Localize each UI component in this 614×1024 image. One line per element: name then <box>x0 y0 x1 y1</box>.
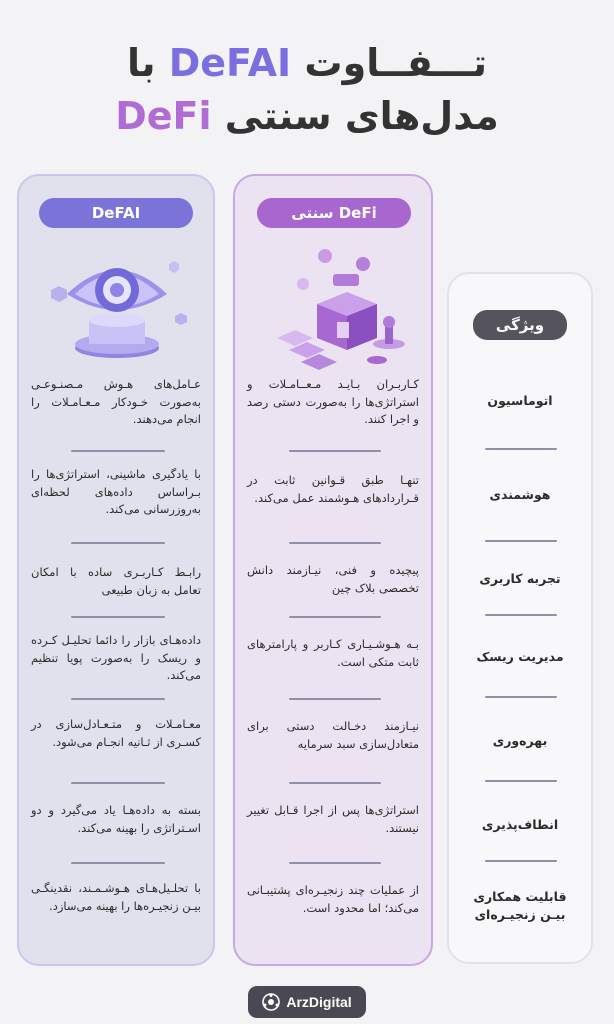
divider <box>289 698 381 700</box>
divider <box>71 782 165 784</box>
brand-logo <box>248 986 366 1018</box>
ai-eye-illustration <box>39 246 195 366</box>
divider <box>485 448 557 450</box>
feature-intelligence: هوشمندی <box>489 487 551 502</box>
divider <box>485 780 557 782</box>
arzdigital-logo-icon <box>262 993 280 1011</box>
defi-cell-interoperability: از عملیات چند زنجیـره‌ای پشتیبـانی می‌کند؛ اما محدود است. <box>247 883 419 915</box>
defi-cell-ux: پیچیده و فنی، نیـازمند دانش تخصصی بلاک چین <box>247 563 419 595</box>
divider <box>289 450 381 452</box>
feature-risk-management: مدیریت ریسک <box>476 649 564 664</box>
divider <box>485 614 557 616</box>
title-word-traditional-models: مدل‌های سنتی <box>224 94 499 138</box>
divider <box>71 616 165 618</box>
title-word-defi: DeFi <box>115 94 212 138</box>
divider <box>485 860 557 862</box>
column-defi <box>233 174 433 966</box>
feature-efficiency: بهره‌وری <box>492 733 548 748</box>
defai-cell-automation: عـامل‌های هـوش مـصنـوعـی به‌صورت خـودکار مـعـامـلات را انجام می‌دهند. <box>31 377 201 426</box>
brand-name: ArzDigital <box>286 994 352 1010</box>
defi-cell-flexibility: استراتژی‌ها پس از اجرا قـابل تغییر نیستند. <box>247 803 419 835</box>
defai-cell-efficiency: معـامـلات و متـعـادل‌سازی در کسـری از ثـانیه انجـام می‌شود. <box>31 717 201 749</box>
column-header-defai: DeFAI <box>39 198 193 228</box>
title-word-ba: با <box>126 41 156 85</box>
column-defai <box>17 174 215 966</box>
defi-cell-efficiency: نیـازمند دخـالت دستی برای متعادل‌سازی سبد سرمایه <box>247 719 419 751</box>
defi-cell-risk: بـه هـوشـیـاری کـاربر و پارامترهای ثابت متکی است. <box>247 637 419 669</box>
defai-cell-intelligence: با یادگیری ماشینی، استراتژی‌ها را بـراساس داده‌های لحظه‌ای به‌روزرسانی می‌کند. <box>31 467 201 516</box>
title-word-tafavot: تـــفــاوت <box>304 41 488 85</box>
feature-automation: اتوماسیون <box>487 393 553 408</box>
feature-interoperability: قابلیت همکاری بیـن زنجیـره‌ای <box>473 889 567 922</box>
feature-ux: تجربه کاربری <box>479 571 561 586</box>
defai-cell-flexibility: بسته به داده‌هـا یاد می‌گیرد و دو اسـتراتژی را بهینه می‌کند. <box>31 803 201 835</box>
defai-cell-risk: داده‌هـای بازار را دائما تحلیـل کـرده و ریسک را به‌صورت پویا تنظیم می‌کند. <box>31 633 201 682</box>
defi-cell-intelligence: تنهـا طبق قـوانین ثابت در قـراردادهای هـوشمند عمل می‌کند. <box>247 473 419 505</box>
divider <box>485 696 557 698</box>
defai-cell-ux: رابـط کـاربـری ساده با امکان تعامل به زبان طبیعی <box>31 565 201 597</box>
defai-cell-interoperability: با تحلـیل‌هـای هـوشـمـند، نقدینگـی بیـن زنجیـره‌ها را بهینه می‌سازد. <box>31 881 201 913</box>
divider <box>71 542 165 544</box>
page-title <box>0 38 614 144</box>
title-word-defai: DeFAI <box>168 41 292 85</box>
feature-flexibility: انطاف‌پذیری <box>481 817 559 832</box>
divider <box>289 862 381 864</box>
column-header-features: ویژگی <box>473 310 567 340</box>
divider <box>71 450 165 452</box>
column-header-defi: DeFi سنتی <box>257 198 411 228</box>
divider <box>71 862 165 864</box>
defi-cell-automation: کـاربـران بـایـد مـعــامـلات و استراتژی‌ها را به‌صورت دستی رصد و اجرا کنند. <box>247 377 419 426</box>
divider <box>289 542 381 544</box>
defi-blocks-illustration <box>259 242 415 372</box>
column-features <box>447 272 593 964</box>
divider <box>485 540 557 542</box>
divider <box>289 616 381 618</box>
divider <box>71 698 165 700</box>
divider <box>289 782 381 784</box>
